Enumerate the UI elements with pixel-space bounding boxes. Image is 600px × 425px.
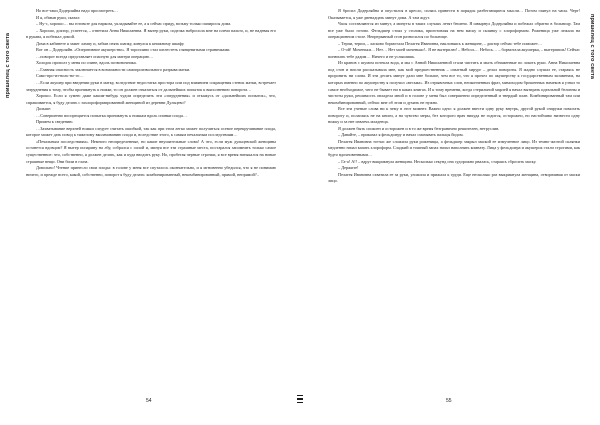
paragraph: Холодок прополз у меня по спине, вдоль позвоночника.: [36, 60, 137, 66]
paragraph: – Ну-с, хорошо… вы готовьте для наркоза, укладывайте ее, а я сейчас приду, возьму только папиросы дома.: [36, 21, 232, 27]
paragraph: – Терпи, терпи, – ласково бормотала Пелагея Ивановна, наклоняясь к женщине, – доктор сейчас тебе поможет…: [338, 40, 543, 46]
paragraph: Само-про-из-воль-но-го…: [36, 73, 84, 79]
paragraph: …Захватывание верхней ножки следует считать ошибкой, так как при этом легко может получиться осевое перекручивание плода, которое может дать повод к тяжелому вколачиванию плода и, вследствие этого, к самым печальным последствиям…: [26, 125, 276, 138]
paragraph: Хорошо. Если я сумею даже каким-нибудь чудом определить эти «затруднения» и откажусь от «дальнейших попыток», что, спрашивается, я буду делать с захлороформированной женщиной из деревни Дульцево?: [26, 93, 276, 105]
right-page-number: 55: [446, 398, 452, 404]
left-page-text: [26, 8, 276, 398]
paragraph: Пелагея Ивановна схватила ее за руки, уложила и прижала к груди. Еще несколько раз выкрикнула женщина, отворачивая от маски лицо.: [328, 171, 580, 184]
paragraph: – Га-а! А!! – вдруг выкрикнула женщина. Несколько секунд она судорожно рвалась, стараясь сбросить маску.: [338, 158, 537, 164]
left-running-header: пришелец с того света: [5, 32, 11, 98]
paragraph: Но все-таки Додерляйна надо просмотреть…: [36, 8, 119, 13]
paragraph: – Давайте, – приказал я фельдшеру и начал смазывать пальцы йодом.: [338, 132, 464, 138]
paragraph: Из кранов с шумом потекла вода, и мы с Анной Николаевной стали чистить и мыть обнаженные по локоть руки. Анна Николаевна под стон и вопли рассказывала мне, как мой предшественник – опытный хирург – делал повороты. Я жадно слушал ее, стараясь не проронить ни слова. И эти десять минут дали мне больше, чем все то, что я прочел по акушерству к государственным экзаменам, на которых именно по акушерству я получил «весьма». Из отрывочных слов, неоконченных фраз, мимоходом брошенных намеков я узнал то самое необходимое, чего не бывает ни в каких книгах. И к тому времени, когда стерильной марлей я начал вытирать идеальной белизны и чистоты руки, решимость овладела мной и в голове у меня был совершенно определенный и твердый план. Комбинированный там или некомбинированный, сейчас мне об этом и думать не нужно.: [328, 60, 580, 105]
paragraph: Дальше:: [36, 106, 52, 112]
paragraph: Дома в кабинете я зажег лампу и, забыв снять шапку, кинулся к книжному шкафу.: [36, 40, 185, 46]
paragraph: Я бросил Додерляйна и опустился в кресло, силясь привести в порядок разбегающиеся мысли… Потом глянул на часы. Черт! Оказывается, я уже двенадцать минут дома. А там ждут.: [328, 8, 580, 20]
paragraph: Все эти ученые слова ни к чему в этот момент. Важно одно: я должен ввести одну руку внутрь, другой рукой снаружи помогать повороту и, полагаясь не на книги, а на чувство меры, без которого врач никуда не годится, осторожно, но настойчиво низвести одну ножку и за нее извлечь младенца.: [328, 106, 580, 125]
left-page-number: 54: [146, 398, 152, 404]
spine-marker-icon: [297, 395, 303, 403]
paragraph: – Держите!: [338, 165, 359, 171]
paragraph: И я, обмыв руки, сказал:: [36, 14, 81, 20]
paragraph: …Если акушер при введении руки в матку, вследствие недостатка простора или под влиянием сокращения стенок матки, встречает затруднения к тому, чтобы проникнуть к ножке, то он должен отказаться от дальнейших попыток к выполнению поворота…: [26, 80, 276, 92]
paragraph: …поворот всегда представляет опасную для матери операцию…: [36, 53, 154, 59]
paragraph: Пелагея Ивановна тотчас же сложила руки роженицы, а фельдшер закрыл маской ее измученное лицо. Из темно-желтой склянки медленно начал капать хлороформ. Сладкий и тошный запах начал наполнять комнату. Лица у фельдшера и акушерок стали строгими, как будто вдохновенными…: [328, 138, 580, 158]
paragraph: Я должен быть спокоен и осторожен и в то же время безгранично решителен, нетруслив.: [338, 125, 500, 131]
right-running-header: пришелец с того света: [589, 14, 595, 80]
paragraph: – О-ой! Моченьки… Нет… Нет моей моченьки!.. Я не вытерплю! – Небось… Небось… – бормотала акушерка, – вытерпишь! Сейчас понюхать тебе дадим… Ничего и не услышишь.: [328, 47, 580, 59]
paragraph: …Совершенно воспрещается попытка проникнуть к ножкам вдоль спинки плода…: [36, 112, 188, 118]
right-page-text: [328, 8, 580, 398]
paragraph: – Хорошо, доктор, успеется, – ответила Анна Николаевна. Я вытер руки, сиделка набросила мне на плечи пальто, и, не надевая его в рукава, я побежал домой.: [26, 27, 276, 40]
paragraph: …Главная опасность заключается в возможности самопроизвольного разрыва матки.: [36, 66, 191, 72]
paragraph: Довольно! Чтение принесло свои плоды: в голове у меня все спуталось окончательно, и я мгновенно убедился, что я не понимаю ничего, и прежде всего, какой, собственно, поворот я буду делать: комбинированный, некомбинированный, прямой, непрямой?..: [26, 165, 276, 177]
paragraph: Часы составляются из минут, а минуты в таких случаях летят бешено. Я швырнул Додерляйна и побежал обратно в больницу. Там все уже было готово. Фельдшер стоял у столика, приготовляя на нем маску и склянку с хлороформом. Роженица уже лежала на операционном столе. Непрерывный стон разносился по больнице.: [328, 21, 580, 40]
paragraph: «Печальным последствиям». Немного неопределенные, но какие внушительные слова! А что, если муж дульцевской женщины останется вдовцом? Я вытер испарину на лбу, собрался с силой и, минуя все эти страшные места, постарался запомнить только самое существенное: что, собственно, я должен делать, как и куда вводить руку. Но, пробегая черные строчки, я все время натыкался на новые страшные вещи. Они били в глаза.: [26, 138, 276, 164]
paragraph: Примем к сведению.: [36, 119, 74, 125]
paragraph: Вот он – Додерляйн. «Оперативное акушерство». Я торопливо стал шелестеть глянцевитыми страничками.: [36, 47, 231, 53]
